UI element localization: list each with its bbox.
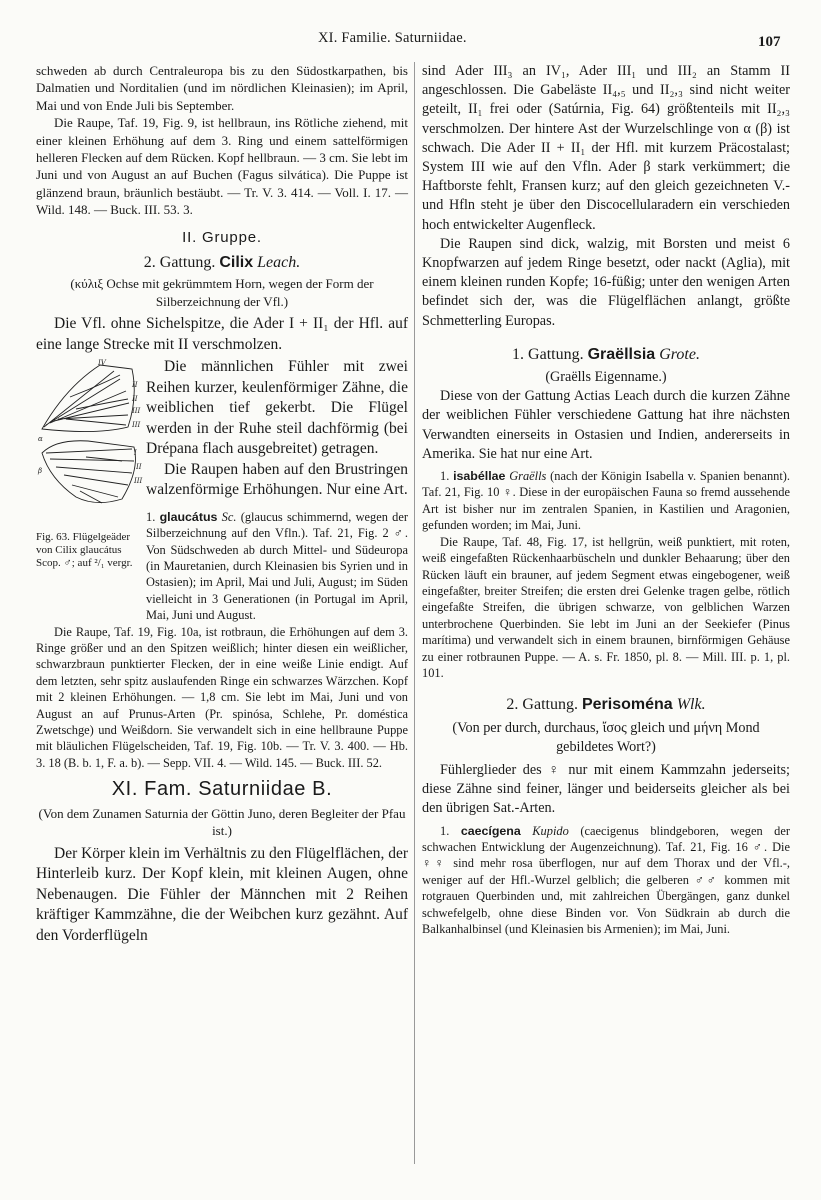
species-entry bbox=[422, 823, 790, 938]
genus-heading bbox=[422, 695, 790, 714]
species-text: (nach der Königin Isabella v. Spanien benannt). Taf. 21, Fig. 10 ♀. Diese in der europäischen Fauna so fremd aussehende Art ist bisher nur im zentralen Spanien, in Kastilien und Aragonien, gefunden worden; im Mai, Juni. bbox=[422, 469, 790, 533]
genus-heading bbox=[36, 254, 408, 271]
svg-text:II: II bbox=[132, 395, 138, 404]
svg-text:III: III bbox=[132, 421, 141, 430]
species-name: glaucátus bbox=[159, 509, 218, 524]
species-author: Kupido bbox=[532, 823, 569, 838]
genus-prefix: 1. Gattung. bbox=[512, 345, 584, 363]
left-column bbox=[36, 62, 408, 946]
species-entry bbox=[146, 509, 408, 624]
paragraph: sind Ader III₃ an IV₁, Ader III₁ und III₂ an Stamm II angeschlossen. Die Gabeläste II₄,₅ und II₂,₃ sind nicht weiter geteilt, II₁ frei oder (Satúrnia, Fig. 64) größtenteils mit II₂,₃ verschmolzen. Der hintere Ast der Wurzelschlinge von α (β) ist schwach. Die Ader II + II₁ der Hfl. mit kurzem Präcostalast; System III wie auf den Vfln. Ader β stark verkümmert; die Haftborste fehlt, Fransen kurz; auf den gleich gezeichneten V.- und Hfln steht je über den Discocellularadern ein verschieden hoch entwickelter Augenfleck. bbox=[422, 63, 790, 233]
genus-name: Cilix bbox=[219, 254, 254, 272]
genus-author: Wlk. bbox=[676, 696, 706, 714]
paragraph-raupe: Die Raupe, Taf. 48, Fig. 17, ist hellgrün, weiß punktiert, mit roten, weiß eingefaßten Rückenhaarbüscheln und dunkler Behaarung; über den Rücken läuft ein brauner, auf jedem Segment etwas eingebogener, weiß eingefaßter, breiter Streifen; die ersten drei Gelenke tragen gelbe, rötlich eingefaßte Streifen, die übrigen schwarze, von gelblichen Warzen unterbrochene Querbinden. Sie lebt im Juni an der Seekiefer (Pinus marítima) und verwandelt sich in einem braunen, birnförmigen Gehäuse zu einer rotbraunen Puppe. — A. s. Fr. 1850, pl. 8. — Mill. III. p. 1, pl. 101. bbox=[422, 534, 790, 680]
svg-text:I: I bbox=[134, 449, 137, 458]
species-author: Graëlls bbox=[509, 469, 547, 484]
genus-heading bbox=[422, 345, 790, 364]
species-text: (glaucus schimmernd, wegen der Silberzeichnung auf den Vfln.). Taf. 21, Fig. 2 ♂. Von Südschweden ab durch Mittel- und Südeuropa (in Mauretanien, durch Kleinasien bis Syrien und in Ostasien); im April, Mai und Juli, August; im Süden vielleicht in 3 Generationen (in Portugal im April, Mai, Juni und August. bbox=[146, 509, 408, 623]
svg-text:III: III bbox=[132, 407, 141, 416]
paragraph: Die Raupen haben auf den Brustringen walzenförmige Erhöhungen. Nur eine Art. bbox=[146, 460, 408, 499]
right-column bbox=[422, 62, 790, 937]
genus-etymology: (Graëlls Eigenname.) bbox=[545, 369, 667, 386]
column-divider bbox=[414, 62, 415, 1164]
genus-author: Leach. bbox=[257, 254, 301, 272]
svg-text:α: α bbox=[38, 435, 43, 444]
wing-venation-icon bbox=[36, 357, 146, 527]
svg-text:II: II bbox=[132, 381, 138, 390]
svg-text:β: β bbox=[38, 467, 43, 476]
paragraph: Diese von der Gattung Actias Leach durch die kurzen Zähne der weiblichen Fühler verschiedene Gattung hat ihre nächsten Verwandten einerseits in Ostasien und Indien, andererseits in Amerika. Sie hat nur eine Art. bbox=[422, 388, 790, 462]
svg-text:III: III bbox=[134, 477, 143, 486]
genus-name: Perisoména bbox=[581, 696, 673, 714]
species-text: (caecigenus blindgeboren, wegen der schwachen Entwicklung der Augenzeichnung). Taf. 21, Fig. 16 ♂. Die ♀♀ sind mehr rosa überflogen, nur auf dem Thorax und der Vfl.-, weniger auf der Hfl.-Wurzel gelblich; die gelberen ♂♂ kommen mit rotgrauen Querbinden und, mit zahlreichen Übergängen, ganz dunkel schwefelgelb, ohne diese Binden vor. Von Südkrain ab durch die Balkanhalbinsel (und Kleinasien bis Armenien); im Mai, Juni. bbox=[422, 823, 790, 936]
species-name: isabéllae bbox=[453, 469, 506, 484]
species-name: caecígena bbox=[460, 823, 521, 838]
running-header bbox=[0, 30, 821, 52]
running-title: XI. Familie. Saturniidae. bbox=[318, 30, 467, 46]
species-entry bbox=[422, 468, 790, 534]
figure-caption: Fig. 63. Flügelgeäder von Cilix glaucátus Scop. ♂; auf ²/₁ vergr. bbox=[36, 531, 133, 570]
genus-etymology: (Von per durch, durchaus, ἴσος gleich und μήνη Mond gebildetes Wort?) bbox=[452, 719, 760, 755]
paragraph-raupe: Die Raupe, Taf. 19, Fig. 10a, ist rotbraun, die Erhöhungen auf dem 3. Ringe größer und an den Spitzen weißlich; hinter diesen ein weißlicher, schwarzbraun punktierter Flecken, der in eine weiße Linie endigt. Auf dem letzten, sehr spitz auslaufenden Ringe ein schwarzes Wärzchen. Kopf mit 2 kleinen Erhöhungen. — 1,8 cm. Sie lebt im Mai, Juni und von August an auf Prunus-Arten (Pr. spinósa, Schlehe, Pr. doméstica Zwetschge) und Weißdorn. Sie verwandelt sich in eine hellbraune Puppe mit bläulichen Flügelscheiden, Taf. 19, Fig. 10b. — Tr. V. 3. 400. — Hb. 3. 18 (B. b. 1, F. a. b). — Sepp. VII. 4. — Wild. 145. — Buck. III. 52. bbox=[36, 624, 408, 770]
genus-etymology: (κύλιξ Ochse mit gekrümmtem Horn, wegen der Form der Silberzeichnung der Vfl.) bbox=[70, 276, 374, 309]
figure-63 bbox=[36, 357, 146, 623]
paragraph: Die männlichen Fühler mit zwei Reihen kurzer, keulenförmiger Zähne, die weiblichen tief gekerbt. Die Flügel werden in der Ruhe steil dachförmig (bei Drépana flach ausgebreitet) getragen. bbox=[146, 358, 408, 458]
paragraph: schweden ab durch Centraleuropa bis zu den Südostkarpathen, bis Dalmatien und Norditalien (und im nördlichen Kleinasien); im April, Mai und von Ende Juli bis September. bbox=[36, 63, 408, 113]
genus-prefix: 2. Gattung. bbox=[143, 254, 216, 272]
page-number: 107 bbox=[758, 34, 781, 50]
family-heading: XI. Fam. Saturniidae B. bbox=[111, 778, 333, 801]
figure-block bbox=[36, 357, 408, 623]
family-etymology: (Von dem Zunamen Saturnia der Göttin Juno, deren Begleiter der Pfau ist.) bbox=[38, 805, 406, 839]
species-author: Sc. bbox=[221, 509, 237, 524]
genus-prefix: 2. Gattung. bbox=[506, 696, 578, 714]
svg-text:IV: IV bbox=[98, 359, 106, 368]
figure-side-text bbox=[146, 357, 408, 623]
group-heading: II. Gruppe. bbox=[182, 228, 262, 246]
genus-name: Graëllsia bbox=[587, 345, 656, 363]
species-number: 1. bbox=[440, 469, 450, 484]
paragraph: Der Körper klein im Verhältnis zu den Flügelflächen, der Hinterleib kurz. Der Kopf klein, mit kleinen Augen, ohne Nebenaugen. Die Fühler der Männchen mit 2 Reihen kräftiger Kammzähne, die der Weibchen kurz gezähnt. Auf den Vorderflügeln bbox=[36, 844, 408, 944]
species-number: 1. bbox=[440, 823, 450, 838]
paragraph: Die Raupen sind dick, walzig, mit Borsten und meist 6 Knopfwarzen auf jedem Ringe besetzt, oder nackt (Aglia), mit einem kleinen runden Kopfe; 16-füßig; unter den wenigen Arten befindet sich der, was die Flügelflächen anlangt, größte Schmetterling Europas. bbox=[422, 235, 790, 329]
paragraph-raupe: Die Raupe, Taf. 19, Fig. 9, ist hellbraun, ins Rötliche ziehend, mit einer kleinen Erhöhung auf dem 3. Ring und einem sattelförmigen helleren Flecken auf dem Rücken. Kopf hellbraun. — 3 cm. Sie lebt im Juni und von August an auf Buchen (Fagus silvática). Die Puppe ist glänzend braun, bräunlich bestäubt. — Tr. V. 3. 414. — Voll. I. 17. — Wild. 148. — Buck. III. 53. 3. bbox=[36, 115, 408, 218]
species-number: 1. bbox=[146, 509, 156, 524]
paragraph: Fühlerglieder des ♀ nur mit einem Kammzahn jederseits; diese Zähne sind feiner, länger und beiderseits gleicher als bei den übrigen Sat.-Arten. bbox=[422, 761, 790, 817]
svg-text:II: II bbox=[136, 463, 142, 472]
genus-author: Grote. bbox=[659, 345, 700, 363]
paragraph: Die Vfl. ohne Sichelspitze, die Ader I + II₁ der Hfl. auf eine lange Strecke mit II verschmolzen. bbox=[36, 315, 408, 353]
